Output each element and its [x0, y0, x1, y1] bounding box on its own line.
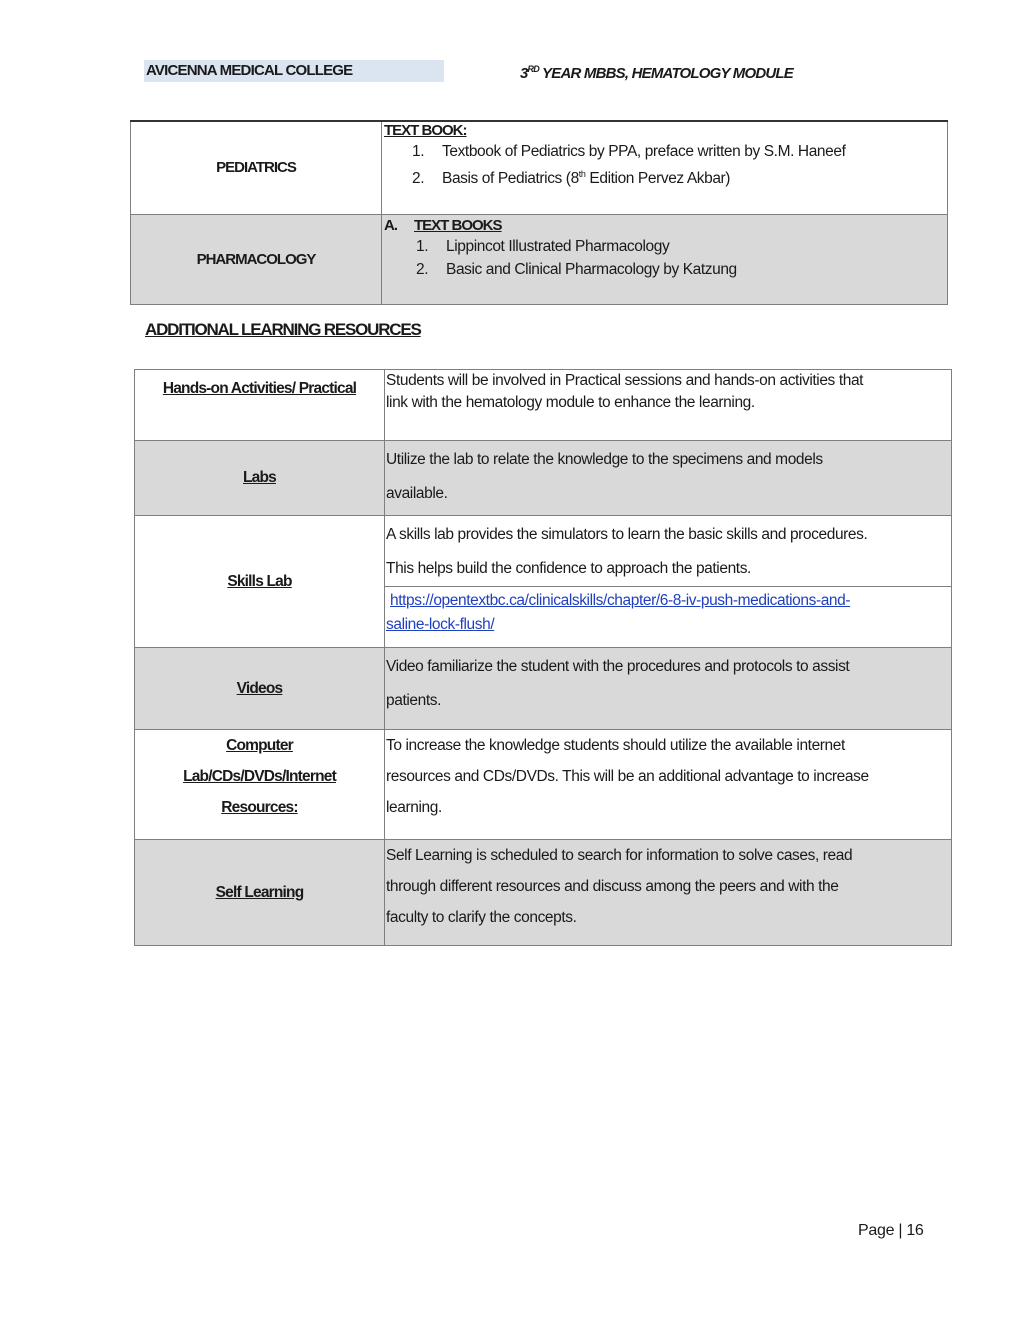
heading-text: TEXT BOOKS — [414, 216, 502, 234]
label-handson: Hands-on Activities/ Practical — [135, 370, 385, 441]
subject-pharmacology: PHARMACOLOGY — [131, 214, 382, 304]
desc-line: patients. — [386, 692, 441, 709]
skills-text — [385, 516, 951, 586]
list-number: 2. — [416, 260, 429, 278]
label-labs: Labs — [135, 441, 385, 516]
desc-line: A skills lab provides the simulators to learn the basic skills and procedures. — [386, 526, 868, 543]
textbooks-heading — [384, 215, 947, 235]
desc-handson — [385, 370, 952, 441]
desc-line: link with the hematology module to enhance the learning. — [386, 394, 755, 411]
list-item — [384, 258, 947, 281]
book-title: Textbook of Pediatrics by PPA, preface written by S.M. Haneef — [442, 143, 846, 160]
label-self-learning: Self Learning — [135, 840, 385, 946]
resource-row-skills — [135, 516, 952, 648]
textbook-row-pharmacology — [131, 214, 948, 304]
heading-prefix: A. — [384, 216, 397, 234]
desc-self-learning — [385, 840, 952, 946]
textbook-row-pediatrics — [131, 121, 948, 214]
edition-suffix: th — [578, 169, 586, 179]
pharmacology-books — [382, 214, 948, 304]
list-number: 2. — [412, 170, 425, 188]
label-computer — [135, 730, 385, 840]
resource-row-self-learning — [135, 840, 952, 946]
desc-labs — [385, 441, 952, 516]
desc-line: This helps build the confidence to approach the patients. — [386, 560, 751, 577]
label-skills: Skills Lab — [135, 516, 385, 648]
list-item — [384, 163, 947, 190]
book-title: Basis of Pediatrics (8 — [442, 170, 579, 188]
desc-line: To increase the knowledge students should utilize the available internet — [386, 737, 845, 754]
skills-link[interactable] — [385, 586, 951, 643]
desc-line: Self Learning is scheduled to search for information to solve cases, read — [386, 847, 853, 864]
resource-row-handson — [135, 370, 952, 441]
additional-resources-heading: ADDITIONAL LEARNING RESOURCES — [145, 320, 421, 339]
desc-videos — [385, 648, 952, 730]
link-line[interactable]: saline-lock-flush/ — [386, 616, 495, 633]
list-item — [384, 235, 947, 258]
desc-line: through different resources and discuss among the peers and with the — [386, 878, 839, 895]
module-year-number: 3 — [520, 65, 528, 82]
resources-table — [134, 369, 952, 946]
page-number-value: 16 — [906, 1222, 924, 1239]
desc-line: Video familiarize the student with the procedures and protocols to assist — [386, 658, 850, 675]
college-name: AVICENNA MEDICAL COLLEGE — [144, 60, 444, 82]
module-year-suffix: RD — [527, 64, 539, 74]
desc-line: Utilize the lab to relate the knowledge to the specimens and models — [386, 451, 823, 468]
resource-row-videos — [135, 648, 952, 730]
desc-line: learning. — [386, 799, 442, 816]
subject-pediatrics: PEDIATRICS — [131, 121, 382, 214]
list-number: 1. — [416, 237, 429, 255]
book-title: Lippincot Illustrated Pharmacology — [446, 237, 670, 255]
page-label: Page | — [858, 1222, 903, 1239]
desc-line: Students will be involved in Practical sessions and hands-on activities that — [386, 372, 864, 389]
module-title-rest: YEAR MBBS, HEMATOLOGY MODULE — [538, 65, 793, 82]
link-line[interactable]: https://opentextbc.ca/clinicalskills/chapter/6-8-iv-push-medications-and- — [390, 592, 851, 609]
list-item — [384, 140, 947, 163]
desc-skills — [385, 516, 952, 648]
book-title: Basic and Clinical Pharmacology by Katzung — [446, 260, 737, 278]
resource-row-computer — [135, 730, 952, 840]
label-line: Lab/CDs/DVDs/Internet — [183, 768, 336, 785]
label-videos: Videos — [135, 648, 385, 730]
textbooks-table — [130, 120, 948, 305]
label-line: Resources: — [221, 799, 298, 816]
pediatrics-books — [382, 121, 948, 214]
textbook-heading: TEXT BOOK: — [384, 122, 467, 139]
resource-row-labs — [135, 441, 952, 516]
page-number — [858, 1222, 924, 1240]
desc-line: available. — [386, 485, 448, 502]
desc-line: faculty to clarify the concepts. — [386, 909, 577, 926]
desc-line: resources and CDs/DVDs. This will be an additional advantage to increase — [386, 768, 869, 785]
book-title-rest: Edition Pervez Akbar) — [585, 170, 731, 188]
list-number: 1. — [412, 143, 425, 160]
module-title — [520, 58, 793, 85]
label-line: Computer — [226, 737, 293, 754]
desc-computer — [385, 730, 952, 840]
